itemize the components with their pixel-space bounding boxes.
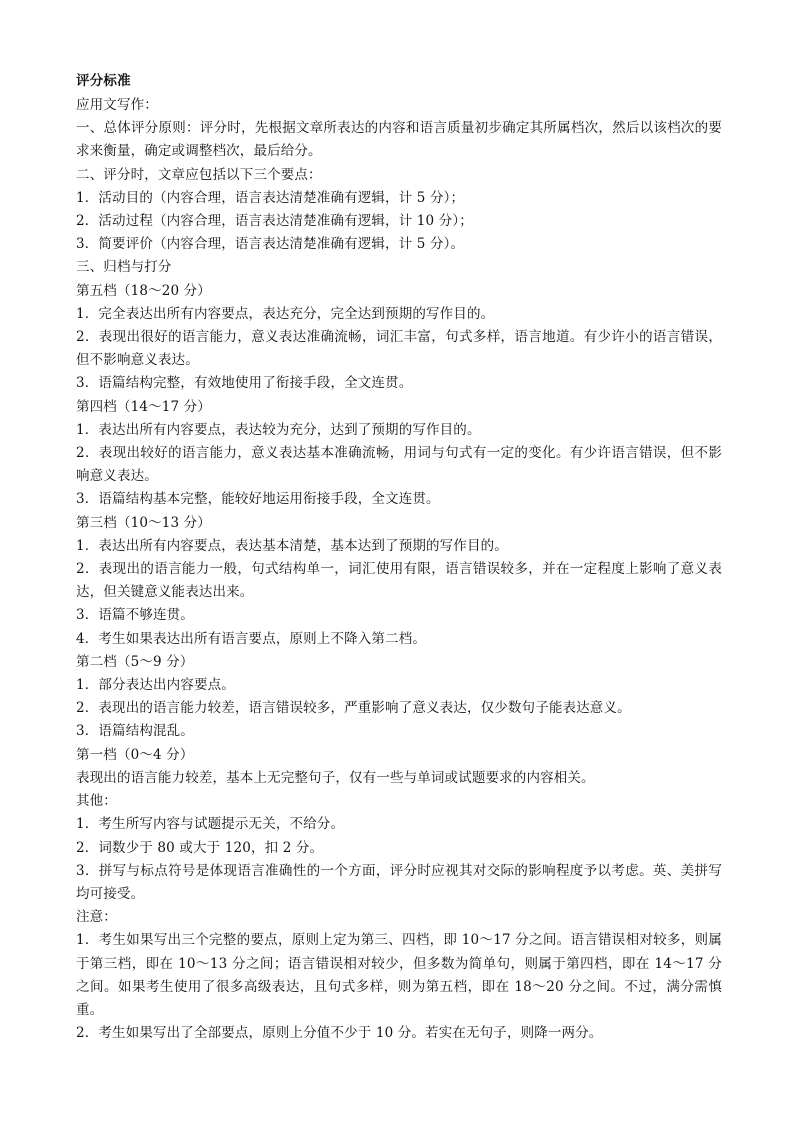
- grade4-heading: 第四档（14～17 分）: [76, 398, 211, 415]
- point-item: 3．简要评价（内容合理，语言表达清楚准确有逻辑，计 5 分）。: [76, 236, 465, 253]
- other-item: 1．考生所写内容与试题提示无关，不给分。: [76, 816, 345, 833]
- document-title: 评分标准: [76, 73, 131, 89]
- document-page: [76, 70, 722, 1045]
- grade4-item: 3．语篇结构基本完整，能较好地运用衔接手段，全文连贯。: [76, 491, 440, 508]
- grade2-item: 1．部分表达出内容要点。: [76, 677, 235, 694]
- point-item: 2．活动过程（内容合理，语言表达清楚准确有逻辑，计 10 分）；: [76, 213, 473, 230]
- grade3-item: 2．表现出的语言能力一般，句式结构单一，词汇使用有限，语言错误较多，并在一定程度上影响了意义表达，但关键意义能表达出来。: [76, 561, 722, 601]
- other-item: 2．词数少于 80 或大于 120，扣 2 分。: [76, 839, 324, 856]
- other-heading: 其他：: [76, 793, 117, 810]
- grade5-item: 1．完全表达出所有内容要点，表达充分，完全达到预期的写作目的。: [76, 305, 495, 322]
- general-principle: 一、总体评分原则：评分时，先根据文章所表达的内容和语言质量初步确定其所属档次，然后以该档次的要求来衡量，确定或调整档次，最后给分。: [76, 120, 722, 160]
- grading-intro: 三、归档与打分: [76, 259, 172, 276]
- note-item: 1．考生如果写出三个完整的要点，原则上定为第三、四档，即 10～17 分之间。语言错误相对较多，则属于第三档，即在 10～13 分之间；语言错误相对较少，但多数为简单句，则属于第四档，即在 14～17 分之间。如果考生使用了很多高级表达，且句式多样，则为第五档，即在 18～20 分之间。不过，满分需慎重。: [76, 932, 722, 1018]
- grade5-item: 2．表现出很好的语言能力，意义表达准确流畅，词汇丰富，句式多样，语言地道。有少许小的语言错误，但不影响意义表达。: [76, 329, 722, 369]
- points-intro: 二、评分时，文章应包括以下三个要点：: [76, 166, 322, 183]
- grade1-heading: 第一档（0～4 分）: [76, 746, 194, 763]
- grade5-item: 3．语篇结构完整，有效地使用了衔接手段，全文连贯。: [76, 375, 413, 392]
- grade2-item: 2．表现出的语言能力较差，语言错误较多，严重影响了意义表达，仅少数句子能表达意义。: [76, 700, 631, 717]
- grade2-item: 3．语篇结构混乱。: [76, 723, 194, 740]
- section-heading: 应用文写作：: [76, 97, 158, 113]
- grade5-heading: 第五档（18～20 分）: [76, 282, 211, 299]
- grade4-item: 1．表达出所有内容要点，表达较为充分，达到了预期的写作目的。: [76, 421, 481, 438]
- grade3-heading: 第三档（10～13 分）: [76, 514, 211, 531]
- other-item: 3．拼写与标点符号是体现语言准确性的一个方面，评分时应视其对交际的影响程度予以考虑。英、美拼写均可接受。: [76, 862, 722, 902]
- grade1-text: 表现出的语言能力较差，基本上无完整句子，仅有一些与单词或试题要求的内容相关。: [76, 769, 595, 786]
- note-item: 2．考生如果写出了全部要点，原则上分值不少于 10 分。若实在无句子，则降一两分。: [76, 1025, 603, 1042]
- point-item: 1．活动目的（内容合理，语言表达清楚准确有逻辑，计 5 分）；: [76, 189, 465, 206]
- grade3-item: 3．语篇不够连贯。: [76, 607, 194, 624]
- grade3-item: 4．考生如果表达出所有语言要点，原则上不降入第二档。: [76, 630, 426, 647]
- notes-heading: 注意：: [76, 909, 117, 926]
- grade4-item: 2．表现出较好的语言能力，意义表达基本准确流畅，用词与句式有一定的变化。有少许语言错误，但不影响意义表达。: [76, 445, 722, 485]
- grade2-heading: 第二档（5～9 分）: [76, 653, 194, 670]
- grade3-item: 1．表达出所有内容要点，表达基本清楚，基本达到了预期的写作目的。: [76, 537, 508, 554]
